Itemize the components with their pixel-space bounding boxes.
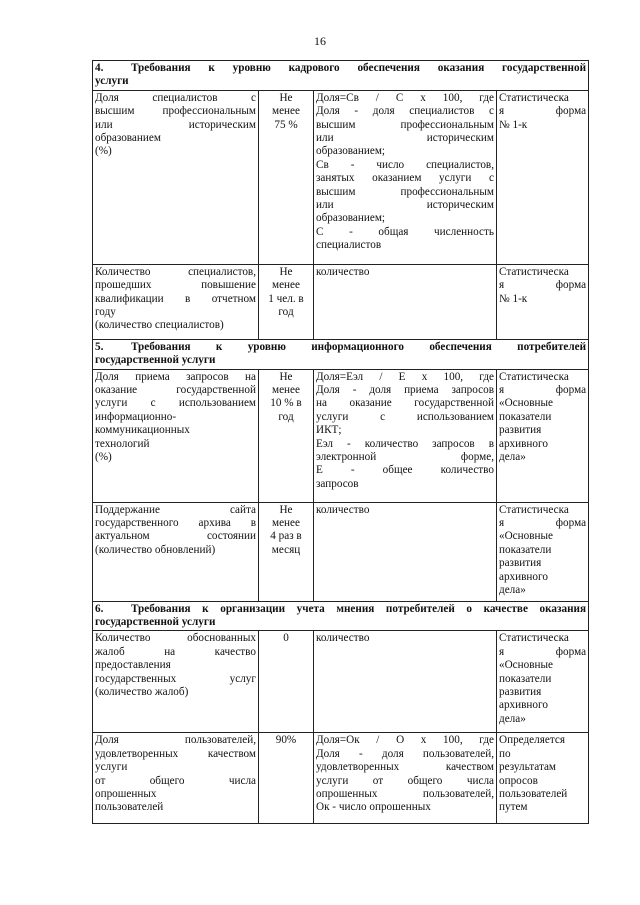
cell-line: Доля - доля приема запросов xyxy=(316,384,494,397)
cell-line: Статистическа xyxy=(499,91,569,104)
cell-line: (количество обновлений) xyxy=(95,543,216,556)
cell-line: услуги от общего числа xyxy=(316,774,494,787)
cell-line: дела» xyxy=(499,584,526,597)
cell-line: или историческим xyxy=(316,199,494,212)
cell-line: 1 чел. в xyxy=(268,292,304,305)
section-title-line xyxy=(95,603,586,616)
cell-line: архивного xyxy=(499,699,548,712)
cell-line: от общего числа xyxy=(95,774,256,787)
cell-line: высшим профессиональным xyxy=(316,118,494,131)
cell-line: технологий xyxy=(95,437,150,450)
cell-line: Определяется xyxy=(499,734,565,747)
cell-line: Е - общее количество xyxy=(316,464,494,477)
table-row xyxy=(93,90,589,264)
cell-line: менее xyxy=(272,384,300,397)
cell-line: Доля=Св / С х 100, где xyxy=(316,91,494,104)
cell-line: или историческим xyxy=(316,132,494,145)
cell-line: актуальном состоянии xyxy=(95,530,256,543)
source-cell xyxy=(497,733,589,824)
indicator-cell xyxy=(93,90,259,264)
cell-line: развития xyxy=(499,557,542,570)
cell-line: жалоб на качество xyxy=(95,645,256,658)
norm-cell xyxy=(259,631,314,733)
section-title-line xyxy=(95,341,586,354)
indicator-cell xyxy=(93,369,259,502)
cell-line: Статистическа xyxy=(499,503,569,516)
norm-cell xyxy=(259,733,314,824)
cell-line: Доля - доля специалистов с xyxy=(316,105,494,118)
source-cell xyxy=(497,502,589,601)
page-number: 16 xyxy=(314,34,326,48)
cell-line: Еэл - количество запросов в xyxy=(316,437,494,450)
cell-line: опрошенных xyxy=(95,788,157,801)
section-title-line: государственной услуги xyxy=(95,616,216,629)
indicator-cell xyxy=(93,264,259,339)
cell-line: № 1-к xyxy=(499,118,528,131)
norm-cell xyxy=(259,90,314,264)
cell-line: услуги с использованием xyxy=(316,410,494,423)
cell-line: 0 xyxy=(283,632,289,645)
table-row xyxy=(93,631,589,733)
cell-line: Не xyxy=(279,91,293,104)
cell-line: месяц xyxy=(271,543,301,556)
cell-line: услуги xyxy=(95,761,128,774)
cell-line: занятых оказанием услуги с xyxy=(316,172,494,185)
cell-line: «Основные xyxy=(499,397,553,410)
cell-line: количество xyxy=(316,265,370,278)
cell-line: «Основные xyxy=(499,530,553,543)
source-cell xyxy=(497,90,589,264)
method-cell xyxy=(314,733,497,824)
cell-line: прошедших повышение xyxy=(95,279,256,292)
cell-line: Св - число специалистов, xyxy=(316,158,494,171)
cell-line: Ок - число опрошенных xyxy=(316,801,431,814)
method-cell xyxy=(314,631,497,733)
source-cell xyxy=(497,631,589,733)
norm-cell xyxy=(259,369,314,502)
cell-line: дела» xyxy=(499,712,526,725)
cell-line: электронной форме, xyxy=(316,451,494,464)
norm-cell xyxy=(259,264,314,339)
cell-line: Количество специалистов, xyxy=(95,265,256,278)
cell-line: образованием; xyxy=(316,212,386,225)
source-cell xyxy=(497,264,589,339)
cell-line: опросов xyxy=(499,774,538,787)
cell-line: (%) xyxy=(95,145,112,158)
section-title-text: Требования к уровню информационного обеспечения потребителей xyxy=(131,340,587,353)
cell-line: услуги с использованием xyxy=(95,397,256,410)
cell-line: показатели xyxy=(499,543,552,556)
section-title xyxy=(93,339,589,369)
section-title-line: услуги xyxy=(95,75,129,88)
indicator-cell xyxy=(93,502,259,601)
source-cell xyxy=(497,369,589,502)
section-number: 5. xyxy=(95,340,104,353)
cell-line: (%) xyxy=(95,451,112,464)
cell-line: удовлетворенных качеством xyxy=(95,747,256,760)
cell-line: Доля=Еэл / Е х 100, где xyxy=(316,370,494,383)
cell-line: год xyxy=(278,306,294,319)
table-row xyxy=(93,733,589,824)
cell-line: я форма xyxy=(499,279,587,292)
section-header-row xyxy=(93,339,589,369)
cell-line: год xyxy=(278,410,294,423)
cell-line: пользователей xyxy=(499,788,568,801)
cell-line: 10 % в xyxy=(270,397,302,410)
cell-line: (количество жалоб) xyxy=(95,686,189,699)
cell-line: государственных услуг xyxy=(95,672,256,685)
cell-line: 4 раз в xyxy=(270,530,302,543)
cell-line: по xyxy=(499,747,511,760)
cell-line: Не xyxy=(279,370,293,383)
cell-line: предоставления xyxy=(95,659,171,672)
cell-line: пользователей xyxy=(95,801,164,814)
section-title xyxy=(93,61,589,91)
section-header-row xyxy=(93,601,589,631)
cell-line: Доля специалистов с xyxy=(95,91,256,104)
cell-line: дела» xyxy=(499,451,526,464)
cell-line: квалификации в отчетном xyxy=(95,292,256,305)
cell-line: образованием xyxy=(95,132,161,145)
cell-line: году xyxy=(95,306,116,319)
cell-line: развития xyxy=(499,424,542,437)
cell-line: количество xyxy=(316,632,370,645)
table-row xyxy=(93,369,589,502)
requirements-table-body xyxy=(93,61,589,824)
cell-line: архивного xyxy=(499,437,548,450)
table-row xyxy=(93,264,589,339)
cell-line: я форма xyxy=(499,105,587,118)
cell-line: показатели xyxy=(499,672,552,685)
cell-line: архивного xyxy=(499,570,548,583)
cell-line: Доля=Ок / О х 100, где xyxy=(316,734,494,747)
table-row xyxy=(93,502,589,601)
cell-line: путем xyxy=(499,801,528,814)
cell-line: Количество обоснованных xyxy=(95,632,256,645)
cell-line: специалистов xyxy=(316,239,382,252)
cell-line: оказание государственной xyxy=(95,384,256,397)
section-number: 4. xyxy=(95,62,104,74)
method-cell xyxy=(314,90,497,264)
cell-line: 75 % xyxy=(274,118,298,131)
method-cell xyxy=(314,502,497,601)
cell-line: количество xyxy=(316,503,370,516)
cell-line: образованием; xyxy=(316,145,386,158)
cell-line: 90% xyxy=(275,734,297,747)
cell-line: Поддержание сайта xyxy=(95,503,256,516)
cell-line: информационно- xyxy=(95,410,177,423)
cell-line: я форма xyxy=(499,384,587,397)
cell-line: «Основные xyxy=(499,659,553,672)
cell-line: Не xyxy=(279,265,293,278)
cell-line: высшим профессиональным xyxy=(95,105,256,118)
cell-line: результатам xyxy=(499,761,557,774)
cell-line: развития xyxy=(499,686,542,699)
cell-line: Статистическа xyxy=(499,370,569,383)
cell-line: № 1-к xyxy=(499,292,528,305)
section-number: 6. xyxy=(95,602,104,615)
requirements-table xyxy=(92,60,589,824)
cell-line: коммуникационных xyxy=(95,424,190,437)
cell-line: опрошенных пользователей, xyxy=(316,788,494,801)
cell-line: менее xyxy=(272,517,300,530)
section-title xyxy=(93,601,589,631)
method-cell xyxy=(314,369,497,502)
cell-line: показатели xyxy=(499,410,552,423)
section-header-row xyxy=(93,61,589,91)
cell-line: Статистическа xyxy=(499,265,569,278)
indicator-cell xyxy=(93,733,259,824)
cell-line: я форма xyxy=(499,517,587,530)
cell-line: менее xyxy=(272,279,300,292)
section-title-text: Требования к организации учета мнения потребителей о качестве оказания xyxy=(131,602,587,615)
cell-line: Доля - доля пользователей, xyxy=(316,747,494,760)
cell-line: Доля приема запросов на xyxy=(95,370,256,383)
norm-cell xyxy=(259,502,314,601)
cell-line: на оказание государственной xyxy=(316,397,494,410)
section-title-line xyxy=(95,62,586,75)
section-title-line: государственной услуги xyxy=(95,354,216,367)
cell-line: ИКТ; xyxy=(316,424,342,437)
cell-line: Не xyxy=(279,503,293,516)
indicator-cell xyxy=(93,631,259,733)
cell-line: удовлетворенных качеством xyxy=(316,761,494,774)
cell-line: высшим профессиональным xyxy=(316,185,494,198)
cell-line: С - общая численность xyxy=(316,225,494,238)
section-title-text: Требования к уровню кадрового обеспечения оказания государственной xyxy=(131,62,587,74)
cell-line: государственного архива в xyxy=(95,517,256,530)
cell-line: или историческим xyxy=(95,118,256,131)
cell-line: я форма xyxy=(499,645,587,658)
cell-line: Доля пользователей, xyxy=(95,734,256,747)
cell-line: менее xyxy=(272,105,300,118)
cell-line: (количество специалистов) xyxy=(95,319,224,332)
method-cell xyxy=(314,264,497,339)
cell-line: Статистическа xyxy=(499,632,569,645)
cell-line: запросов xyxy=(316,477,359,490)
